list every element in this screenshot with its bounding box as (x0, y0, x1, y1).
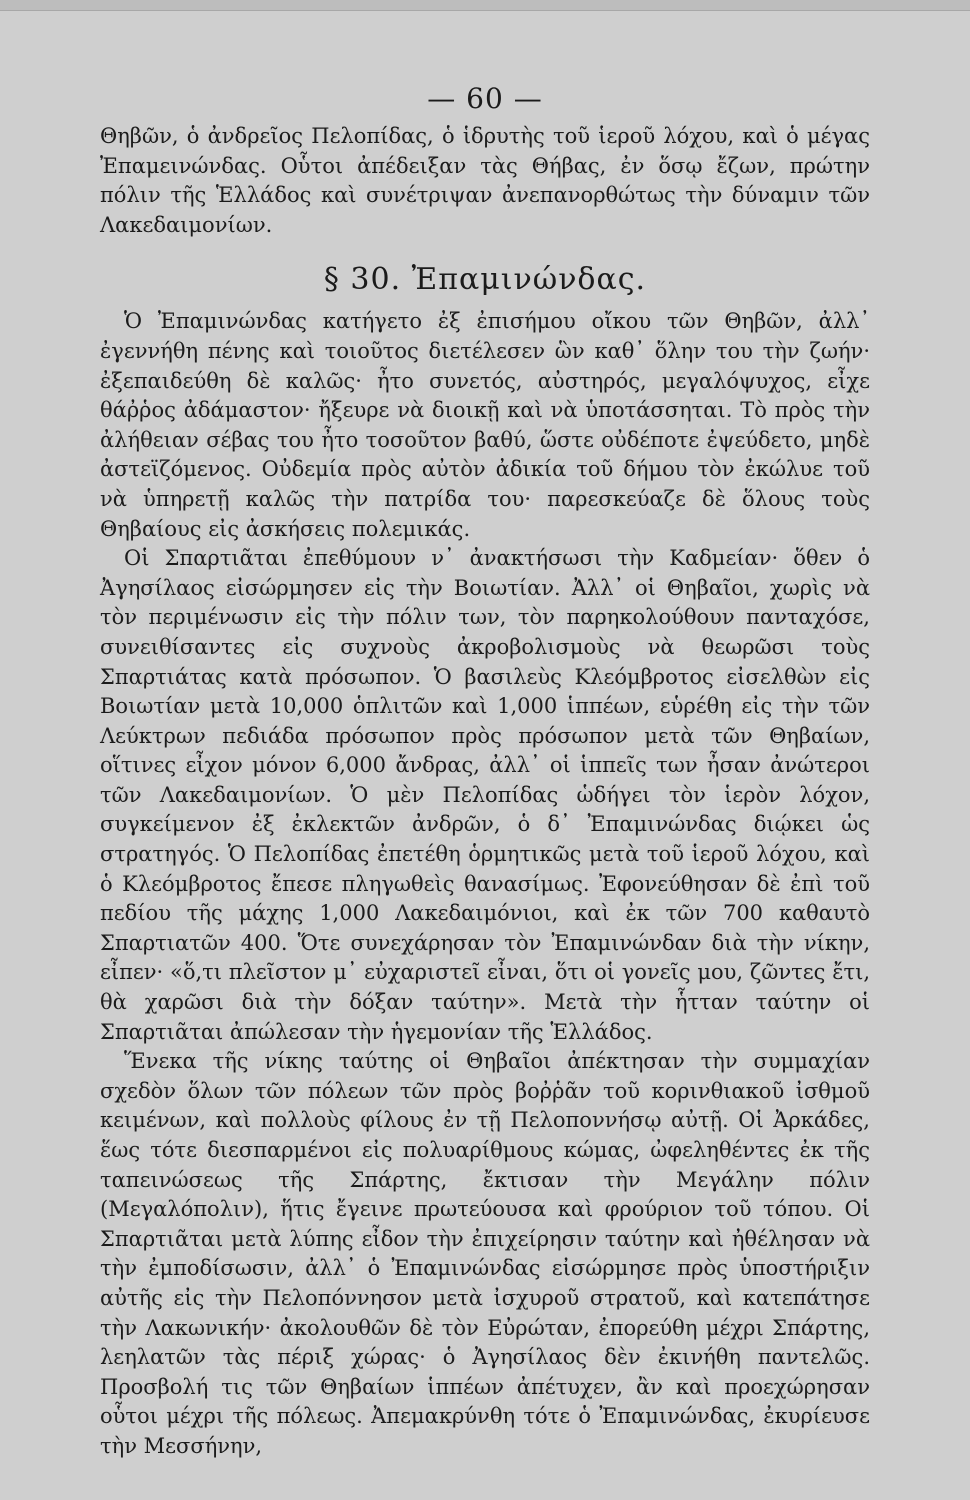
intro-paragraph: Θηβῶν, ὁ ἀνδρεῖος Πελοπίδας, ὁ ἱδρυτὴς τοῦ ἱεροῦ λόχου, καὶ ὁ μέγας Ἐπαμεινώνδας. Οὗτοι ἀπέδειξαν τὰς Θήβας, ἐν ὅσῳ ἔζων, πρώτην πόλιν τῆς Ἑλλάδος καὶ συνέτριψαν ἀνεπανορθώτως τὴν δύναμιν τῶν Λακεδαιμονίων. (100, 124, 870, 237)
paragraph-1: Ὁ Ἐπαμινώνδας κατήγετο ἐξ ἐπισήμου οἴκου τῶν Θηβῶν, ἀλλ᾽ ἐγεννήθη πένης καὶ τοιοῦτος διετέλεσεν ὣν καθ᾽ ὅλην του τὴν ζωήν· ἐξεπαιδεύθη δὲ καλῶς· ἦτο συνετός, αὐστηρός, μεγαλόψυχος, εἶχε θάῤῥος ἀδάμαστον· ἤξευρε νὰ διοικῇ καὶ νὰ ὑποτάσσηται. Τὸ πρὸς τὴν ἀλήθειαν σέβας του ἦτο τοσοῦτον βαθύ, ὥστε οὐδέποτε ἐψεύδετο, μηδὲ ἀστεϊζόμενος. Οὐδεμία πρὸς αὐτὸν ἀδικία τοῦ δήμου τὸν ἐκώλυε τοῦ νὰ ὑπηρετῇ καλῶς τὴν πατρίδα του· παρεσκεύαζε δὲ ὅλους τοὺς Θηβαίους εἰς ἀσκήσεις πολεμικάς. (100, 309, 870, 541)
paragraph-2: Οἱ Σπαρτιᾶται ἐπεθύμουν ν᾽ ἀνακτήσωσι τὴν Καδμείαν· ὅθεν ὁ Ἀγησίλαος εἰσώρμησεν εἰς τὴν Βοιωτίαν. Ἀλλ᾽ οἱ Θηβαῖοι, χωρὶς νὰ τὸν περιμένωσιν εἰς τὴν πόλιν των, τὸν παρηκολούθουν πανταχόσε, συνειθίσαντες εἰς συχνοὺς ἀκροβολισμοὺς νὰ θεωρῶσι τοὺς Σπαρτιάτας κατὰ πρόσωπον. Ὁ βασιλεὺς Κλεόμβροτος εἰσελθὼν εἰς Βοιωτίαν μετὰ 10,000 ὁπλιτῶν καὶ 1,000 ἱππέων, εὑρέθη εἰς τὴν τῶν Λεύκτρων πεδιάδα πρόσωπον πρὸς πρόσωπον μετὰ τῶν Θηβαίων, οἵτινες εἶχον μόνον 6,000 ἄνδρας, ἀλλ᾽ οἱ ἱππεῖς των ἦσαν ἀνώτεροι τῶν Λακεδαιμονίων. Ὁ μὲν Πελοπίδας ὡδήγει τὸν ἱερὸν λόχον, συγκείμενον ἐξ ἐκλεκτῶν ἀνδρῶν, ὁ δ᾽ Ἐπαμινώνδας διῴκει ὡς στρατηγός. Ὁ Πελοπίδας ἐπετέθη ὁρμητικῶς μετὰ τοῦ ἱεροῦ λόχου, καὶ ὁ Κλεόμβροτος ἔπεσε πληγωθεὶς θανασίμως. Ἐφονεύθησαν δὲ ἐπὶ τοῦ πεδίου τῆς μάχης 1,000 Λακεδαιμόνιοι, καὶ ἐκ τῶν 700 καθαυτὸ Σπαρτιατῶν 400. Ὅτε συνεχάρησαν τὸν Ἐπαμινώνδαν διὰ τὴν νίκην, εἶπεν· «ὅ,τι πλεῖστον μ᾽ εὐχαριστεῖ εἶναι, ὅτι οἱ γονεῖς μου, ζῶντες ἔτι, θὰ χαρῶσι διὰ τὴν δόξαν ταύτην». Μετὰ τὴν ἧτταν ταύτην οἱ Σπαρτιᾶται ἀπώλεσαν τὴν ἡγεμονίαν τῆς Ἑλλάδος. (100, 546, 870, 1044)
section-heading: § 30. Ἐπαμινώνδας. (323, 262, 647, 298)
page-text (100, 122, 870, 1462)
page-number: — 60 — (427, 82, 543, 115)
paragraph-3: Ἕνεκα τῆς νίκης ταύτης οἱ Θηβαῖοι ἀπέκτησαν τὴν συμμαχίαν σχεδὸν ὅλων τῶν πόλεων τῶν πρὸς βοῤῥᾶν τοῦ κορινθιακοῦ ἰσθμοῦ κειμένων, καὶ πολλοὺς φίλους ἐν τῇ Πελοποννήσῳ αὐτῇ. Οἱ Ἀρκάδες, ἕως τότε διεσπαρμένοι εἰς πολυαρίθμους κώμας, ὠφεληθέντες ἐκ τῆς ταπεινώσεως τῆς Σπάρτης, ἔκτισαν τὴν Μεγάλην πόλιν (Μεγαλόπολιν), ἥτις ἔγεινε πρωτεύουσα καὶ φρούριον τοῦ τόπου. Οἱ Σπαρτιᾶται μετὰ λύπης εἶδον τὴν ἐπιχείρησιν ταύτην καὶ ἠθέλησαν νὰ τὴν ἐμποδίσωσιν, ἀλλ᾽ ὁ Ἐπαμινώνδας εἰσώρμησε πρὸς ὑποστήριξιν αὐτῆς εἰς τὴν Πελοπόννησον μετὰ ἰσχυροῦ στρατοῦ, καὶ κατεπάτησε τὴν Λακωνικήν· ἀκολουθῶν δὲ τὸν Εὐρώταν, ἐπορεύθη μέχρι Σπάρτης, λεηλατῶν τὰς πέριξ χώρας· ὁ Ἀγησίλαος δὲν ἐκινήθη παντελῶς. Προσβολή τις τῶν Θηβαίων ἱππέων ἀπέτυχεν, ἂν καὶ προεχώρησαν οὗτοι μέχρι τῆς πόλεως. Ἀπεμακρύνθη τότε ὁ Ἐπαμινώνδας, ἐκυρίευσε τὴν Μεσσήνην, (100, 1049, 870, 1458)
